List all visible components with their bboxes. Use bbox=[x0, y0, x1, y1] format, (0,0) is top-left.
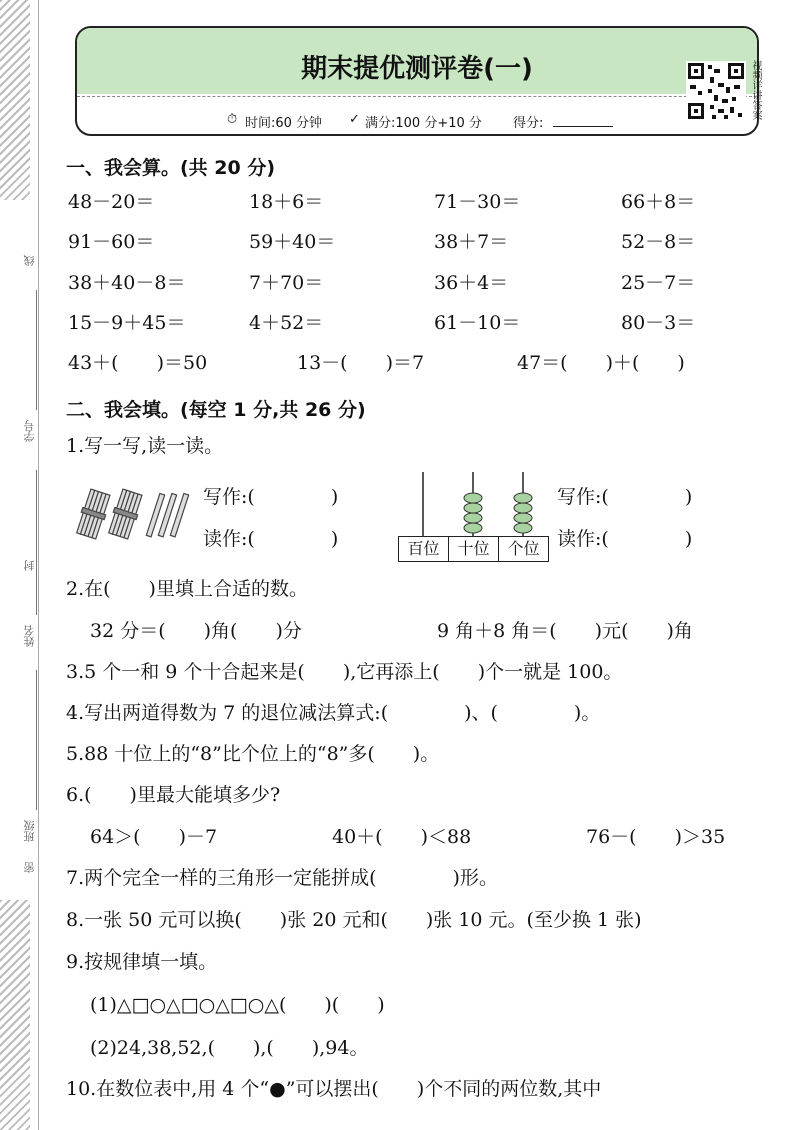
section2-title: 二、我会填。(每空 1 分,共 26 分) bbox=[66, 399, 366, 421]
q3-text[interactable]: 3.5 个一和 9 个十合起来是( ),它再添上( )个一就是 100。 bbox=[66, 661, 623, 683]
calc-fill-item[interactable]: 47＝( )＋( ) bbox=[517, 352, 685, 374]
q9-a[interactable]: (1)△□○△□○△□○△( )( ) bbox=[90, 994, 385, 1016]
qr-label: 视频详讲答案 bbox=[750, 60, 761, 120]
calc-item: 52－8＝ bbox=[621, 231, 696, 253]
calc-item: 66＋8＝ bbox=[621, 191, 696, 213]
q2-text: 2.在( )里填上合适的数。 bbox=[66, 578, 308, 600]
binding-line bbox=[38, 0, 39, 1130]
time-info: 时间:60 分钟 bbox=[245, 116, 323, 131]
score-blank[interactable] bbox=[553, 112, 613, 127]
calc-item: 25－7＝ bbox=[621, 272, 696, 294]
q9-text: 9.按规律填一填。 bbox=[66, 951, 218, 973]
calc-item: 48－20＝ bbox=[68, 191, 155, 213]
clock-icon: ⏱ bbox=[227, 112, 238, 127]
q1-read-left[interactable]: 读作:( ) bbox=[203, 528, 339, 550]
qr-code-icon[interactable] bbox=[686, 60, 746, 122]
calc-item: 7＋70＝ bbox=[249, 272, 324, 294]
calc-item: 61－10＝ bbox=[434, 312, 521, 334]
q6-text[interactable]: 6.( )里最大能填多少? bbox=[66, 784, 281, 806]
header-divider bbox=[77, 96, 757, 97]
calc-item: 38＋40－8＝ bbox=[68, 272, 186, 294]
calc-item: 4＋52＝ bbox=[249, 312, 324, 334]
tens-label: 十位 bbox=[449, 537, 499, 561]
place-value-labels bbox=[398, 536, 549, 562]
margin-label-xuehao: 学号 bbox=[23, 420, 36, 442]
calc-fill-item[interactable]: 13－( )＝7 bbox=[297, 352, 425, 374]
hundreds-label: 百位 bbox=[399, 537, 449, 561]
calc-item: 91－60＝ bbox=[68, 231, 155, 253]
q6-a[interactable]: 64＞( )－7 bbox=[90, 826, 218, 848]
sticks-bundle-icon bbox=[75, 485, 195, 545]
calc-item: 71－30＝ bbox=[434, 191, 521, 213]
q6-c[interactable]: 76－( )＞35 bbox=[586, 826, 726, 848]
ones-label: 个位 bbox=[507, 539, 540, 558]
margin-label-feng: 封 bbox=[23, 560, 36, 571]
margin-label-xian: 线 bbox=[23, 255, 36, 266]
calc-item: 59＋40＝ bbox=[249, 231, 336, 253]
q1-read-right[interactable]: 读作:( ) bbox=[557, 528, 693, 550]
binding-hatch-bottom bbox=[0, 900, 30, 1130]
q5-text[interactable]: 5.88 十位上的“8”比个位上的“8”多( )。 bbox=[66, 743, 440, 765]
margin-label-mi: 密 bbox=[23, 862, 36, 873]
section1-title: 一、我会算。(共 20 分) bbox=[66, 157, 276, 179]
exam-header bbox=[75, 26, 759, 136]
q7-text[interactable]: 7.两个完全一样的三角形一定能拼成( )形。 bbox=[66, 867, 498, 889]
calc-item: 36＋4＝ bbox=[434, 272, 509, 294]
xingming-blank[interactable] bbox=[36, 470, 37, 615]
q4-text[interactable]: 4.写出两道得数为 7 的退位减法算式:( )、( )。 bbox=[66, 702, 601, 724]
margin-label-banji: 班级 bbox=[23, 820, 36, 842]
calc-item: 15－9＋45＝ bbox=[68, 312, 186, 334]
q1-text: 1.写一写,读一读。 bbox=[66, 435, 224, 457]
xuehao-blank[interactable] bbox=[36, 290, 37, 410]
q2-b[interactable]: 9 角＋8 角＝( )元( )角 bbox=[437, 620, 693, 642]
margin-label-xingming: 姓名 bbox=[23, 625, 36, 647]
abacus-icon bbox=[398, 472, 550, 538]
banji-blank[interactable] bbox=[36, 670, 37, 810]
q10-text[interactable]: 10.在数位表中,用 4 个“●”可以摆出( )个不同的两位数,其中 bbox=[66, 1078, 602, 1100]
calc-item: 80－3＝ bbox=[621, 312, 696, 334]
score-info: 满分:100 分+10 分 bbox=[365, 116, 482, 131]
q6-b[interactable]: 40＋( )＜88 bbox=[332, 826, 472, 848]
q1-write-right[interactable]: 写作:( ) bbox=[557, 486, 693, 508]
check-icon: ✓ bbox=[349, 112, 360, 127]
calc-item: 18＋6＝ bbox=[249, 191, 324, 213]
calc-fill-item[interactable]: 43＋( )＝50 bbox=[68, 352, 208, 374]
q9-b[interactable]: (2)24,38,52,( ),( ),94。 bbox=[90, 1037, 369, 1059]
q8-text[interactable]: 8.一张 50 元可以换( )张 20 元和( )张 10 元。(至少换 1 张) bbox=[66, 909, 642, 931]
binding-hatch-top bbox=[0, 0, 30, 200]
page-title: 期末提优测评卷(一) bbox=[301, 54, 533, 84]
calc-item: 38＋7＝ bbox=[434, 231, 509, 253]
q1-write-left[interactable]: 写作:( ) bbox=[203, 486, 339, 508]
q2-a[interactable]: 32 分＝( )角( )分 bbox=[90, 620, 302, 642]
got-label: 得分: bbox=[513, 116, 544, 131]
